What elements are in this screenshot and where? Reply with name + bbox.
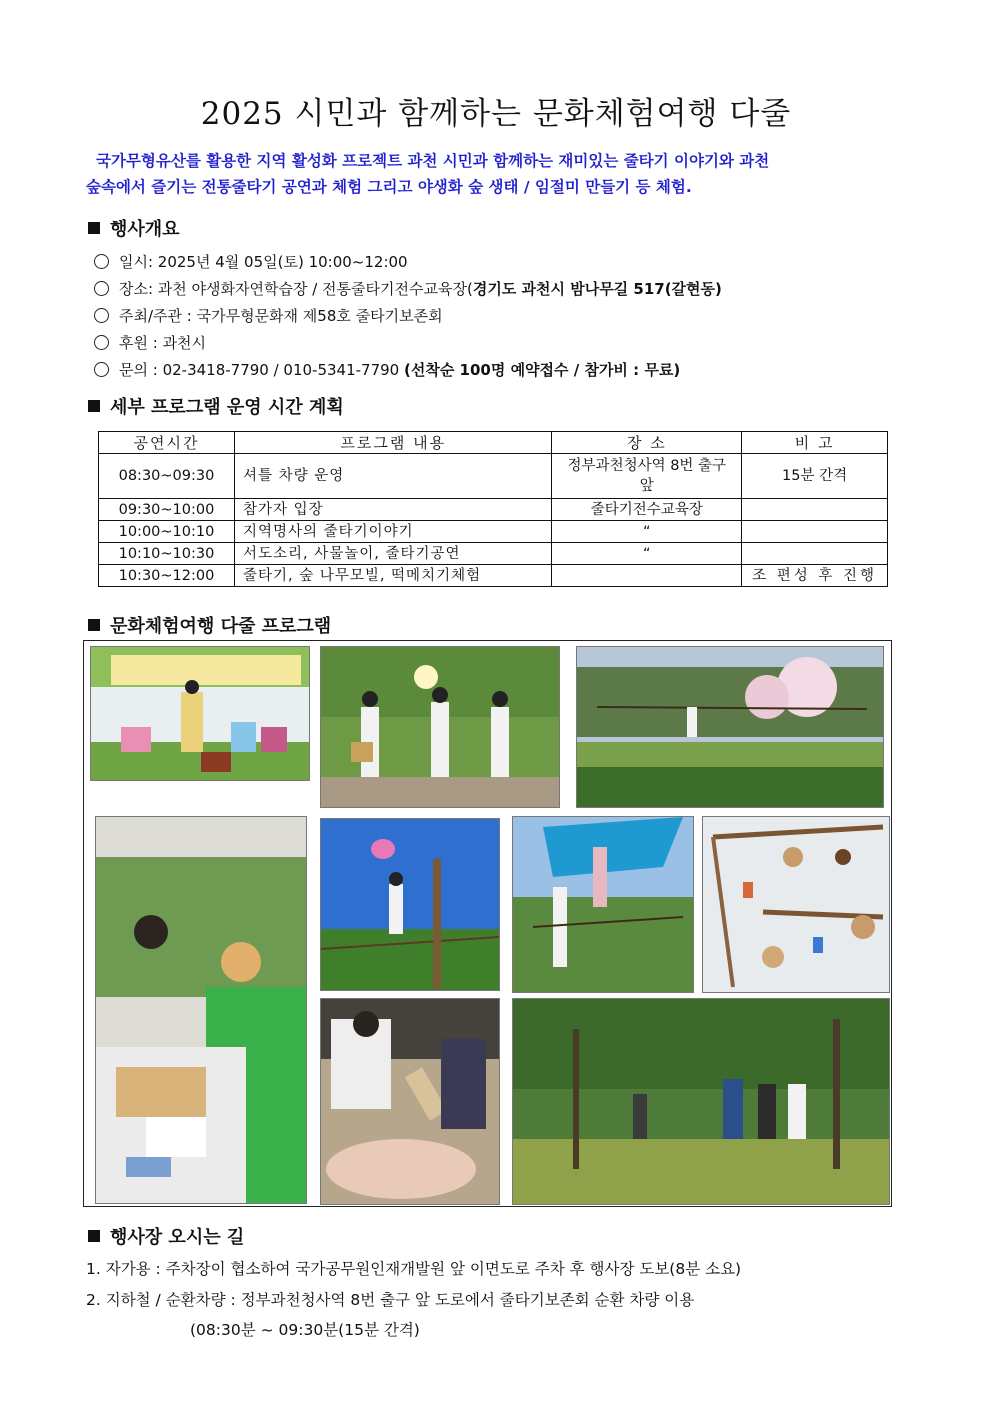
directions-subway-time: (08:30분 ~ 09:30분(15분 간격)	[190, 1321, 420, 1339]
table-row	[99, 499, 888, 521]
square-bullet-icon	[88, 1230, 100, 1242]
section-directions-heading	[88, 1223, 244, 1249]
cell-note	[742, 521, 888, 543]
tightrope-crowd-photo	[576, 646, 884, 808]
circle-bullet-icon	[94, 308, 109, 323]
forest-walk-photo	[512, 998, 890, 1205]
section-schedule-label: 세부 프로그램 운영 시간 계획	[110, 397, 344, 418]
overview-contact	[94, 357, 722, 384]
square-bullet-icon	[88, 222, 100, 234]
rice-cake-making-photo	[95, 816, 307, 1204]
table-row	[99, 543, 888, 565]
table-row	[99, 454, 888, 499]
cell-place: 줄타기전수교육장	[552, 499, 742, 521]
cell-time: 10:30~12:00	[99, 565, 235, 587]
section-directions-label: 행사장 오시는 길	[110, 1227, 245, 1248]
cell-content: 지역명사의 줄타기이야기	[234, 521, 552, 543]
header-place: 장 소	[552, 432, 742, 454]
intro-line-1: 국가무형유산를 활용한 지역 활성화 프로젝트 과천 시민과 함께하는 재미있는 줄타기 이야기와 과천	[96, 152, 770, 170]
place-address: 경기도 과천시 밤나무길 517(갈현동)	[472, 280, 722, 298]
schedule-table	[98, 431, 888, 587]
cell-place: 정부과천청사역 8번 출구 앞	[552, 454, 742, 499]
overview-list	[94, 249, 722, 384]
cell-time: 10:10~10:30	[99, 543, 235, 565]
intro-paragraph	[86, 148, 926, 200]
section-program-label: 문화체험여행 다줄 프로그램	[110, 616, 332, 637]
performance-stage-photo	[90, 646, 310, 781]
cell-time: 10:00~10:10	[99, 521, 235, 543]
cell-content: 서도소리, 사물놀이, 줄타기공연	[234, 543, 552, 565]
place-text: 장소: 과천 야생화자연학습장 / 전통줄타기전수교육장(	[119, 280, 473, 298]
cell-place: “	[552, 543, 742, 565]
circle-bullet-icon	[94, 362, 109, 377]
section-program-heading	[88, 612, 331, 638]
tightrope-practice-photo	[512, 816, 694, 993]
circle-bullet-icon	[94, 335, 109, 350]
table-row	[99, 521, 888, 543]
cell-content: 줄타기, 숲 나무모빌, 떡메치기체험	[234, 565, 552, 587]
directions-car: 1. 자가용 : 주차장이 협소하여 국가공무원인재개발원 앞 이면도로 주차 후 행사장 도보(8분 소요)	[86, 1260, 742, 1278]
cell-content: 셔틀 차량 운영	[234, 454, 552, 499]
header-content: 프로그램 내용	[234, 432, 552, 454]
section-overview-label: 행사개요	[110, 219, 180, 240]
cell-place	[552, 565, 742, 587]
square-bullet-icon	[88, 400, 100, 412]
intro-line-2: 숲속에서 즐기는 전통줄타기 공연과 체험 그리고 야생화 숲 생태 / 임절미 만들기 등 체험.	[86, 178, 692, 196]
page-title: 2025 시민과 함께하는 문화체험여행 다줄	[200, 96, 792, 132]
directions-subway: 2. 지하철 / 순환차량 : 정부과천청사역 8번 출구 앞 도로에서 줄타기보존회 순환 차량 이용	[86, 1291, 695, 1309]
cell-time: 09:30~10:00	[99, 499, 235, 521]
contact-note: (선착순 100명 예약접수 / 참가비 : 무료)	[404, 361, 681, 379]
tightrope-sky-photo	[320, 818, 500, 991]
cell-note: 조 편성 후 진행	[742, 565, 888, 587]
circle-bullet-icon	[94, 254, 109, 269]
table-header-row	[99, 432, 888, 454]
overview-date	[94, 249, 722, 276]
cell-note	[742, 543, 888, 565]
circle-bullet-icon	[94, 281, 109, 296]
date-text: 일시: 2025년 4월 05일(토) 10:00~12:00	[119, 253, 408, 271]
header-time: 공연시간	[99, 432, 235, 454]
drum-dance-photo	[320, 646, 560, 808]
tree-mobile-craft-photo	[702, 816, 890, 993]
cell-note	[742, 499, 888, 521]
host-text: 주최/주관 : 국가무형문화재 제58호 줄타기보존회	[119, 307, 443, 325]
header-note: 비 고	[742, 432, 888, 454]
contact-text: 문의 : 02-3418-7790 / 010-5341-7790	[119, 361, 404, 379]
cell-content: 참가자 입장	[234, 499, 552, 521]
overview-place	[94, 276, 722, 303]
photo-gallery	[83, 640, 892, 1207]
cell-place: “	[552, 521, 742, 543]
section-schedule-heading	[88, 393, 344, 419]
overview-sponsor	[94, 330, 722, 357]
sponsor-text: 후원 : 과천시	[119, 334, 207, 352]
square-bullet-icon	[88, 619, 100, 631]
table-row	[99, 565, 888, 587]
rice-pounding-photo	[320, 998, 500, 1205]
overview-host	[94, 303, 722, 330]
section-overview-heading	[88, 215, 180, 241]
cell-time: 08:30~09:30	[99, 454, 235, 499]
cell-note: 15분 간격	[742, 454, 888, 499]
